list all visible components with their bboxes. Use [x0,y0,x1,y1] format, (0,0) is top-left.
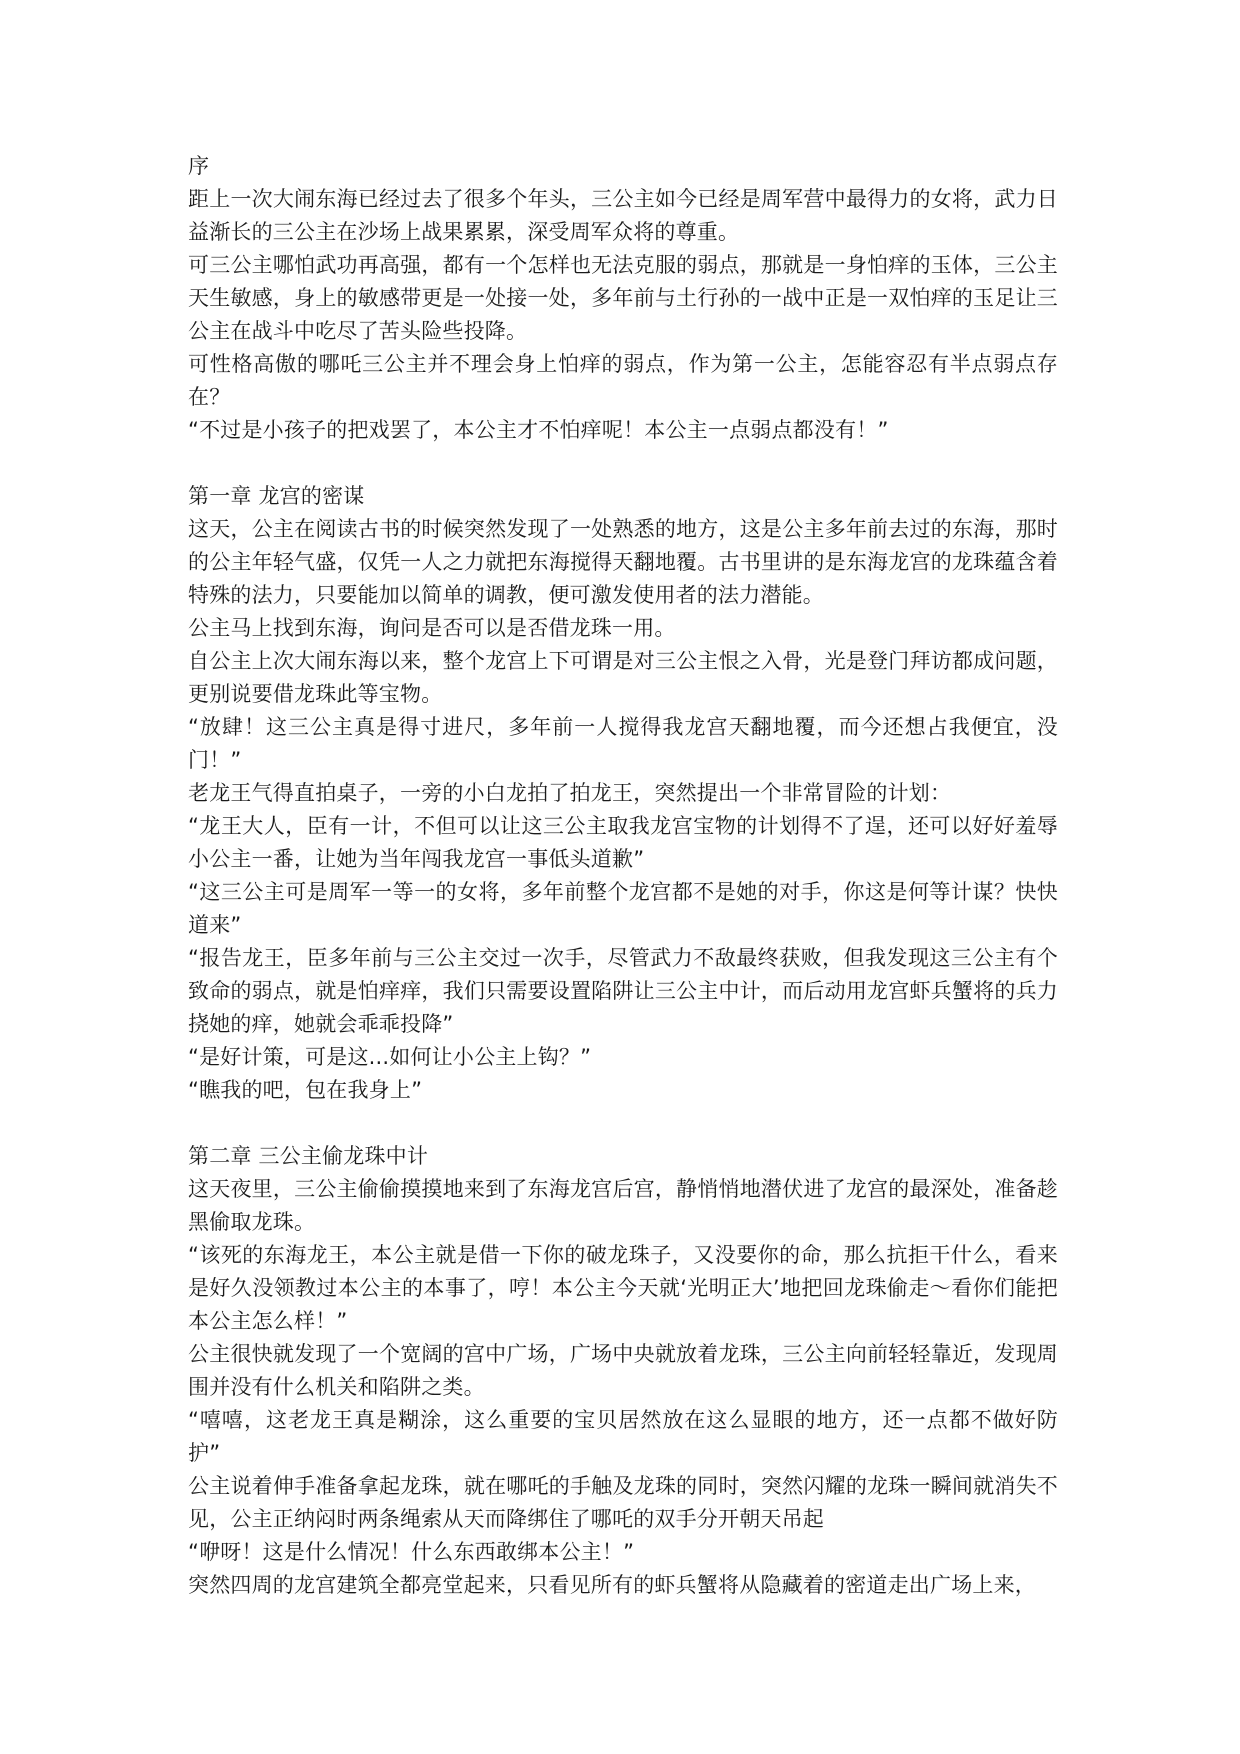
section-spacer [188,447,1058,480]
section-spacer [188,1107,1058,1140]
preface-paragraph: 距上一次大闹东海已经过去了很多个年头，三公主如今已经是周军营中最得力的女将，武力日益渐长的三公主在沙场上战果累累，深受周军众将的尊重。 [188,187,1058,244]
chapter1-paragraph: “瞧我的吧，包在我身上” [188,1078,423,1102]
chapter1-paragraph: “是好计策，可是这...如何让小公主上钩？” [188,1045,592,1069]
chapter2-paragraph: 公主说着伸手准备拿起龙珠，就在哪吒的手触及龙珠的同时，突然闪耀的龙珠一瞬间就消失不见，公主正纳闷时两条绳索从天而降绑住了哪吒的双手分开朝天吊起 [188,1474,1058,1531]
chapter1-paragraph: 这天，公主在阅读古书的时候突然发现了一处熟悉的地方，这是公主多年前去过的东海，那时的公主年轻气盛，仅凭一人之力就把东海搅得天翻地覆。古书里讲的是东海龙宫的龙珠蕴含着特殊的法力，只要能加以简单的调教，便可激发使用者的法力潜能。 [188,517,1058,607]
preface-paragraph: “不过是小孩子的把戏罢了，本公主才不怕痒呢！本公主一点弱点都没有！” [188,418,889,442]
chapter2-paragraph: 突然四周的龙宫建筑全都亮堂起来，只看见所有的虾兵蟹将从隐藏着的密道走出广场上来， [188,1573,1036,1597]
chapter2-paragraph: “咿呀！这是什么情况！什么东西敢绑本公主！” [188,1540,635,1564]
chapter2-title: 第二章 三公主偷龙珠中计 [188,1144,429,1168]
preface-title: 序 [188,154,210,178]
chapter2-paragraph: “嘻嘻，这老龙王真是糊涂，这么重要的宝贝居然放在这么显眼的地方，还一点都不做好防护” [188,1408,1058,1465]
chapter2-paragraph: 公主很快就发现了一个宽阔的宫中广场，广场中央就放着龙珠，三公主向前轻轻靠近，发现周围并没有什么机关和陷阱之类。 [188,1342,1058,1399]
chapter1-paragraph: 公主马上找到东海，询问是否可以是否借龙珠一用。 [188,616,676,640]
chapter1-paragraph: “报告龙王，臣多年前与三公主交过一次手，尽管武力不敌最终获败，但我发现这三公主有个致命的弱点，就是怕痒痒，我们只需要设置陷阱让三公主中计，而后动用龙宫虾兵蟹将的兵力挠她的痒，她就会乖乖投降” [188,946,1058,1036]
chapter1-paragraph: 自公主上次大闹东海以来，整个龙宫上下可谓是对三公主恨之入骨，光是登门拜访都成问题，更别说要借龙珠此等宝物。 [188,649,1058,706]
preface-paragraph: 可性格高傲的哪吒三公主并不理会身上怕痒的弱点，作为第一公主，怎能容忍有半点弱点存在？ [188,352,1058,409]
chapter1-paragraph: “这三公主可是周军一等一的女将，多年前整个龙宫都不是她的对手，你这是何等计谋？快快道来” [188,880,1058,937]
chapter2-paragraph: 这天夜里，三公主偷偷摸摸地来到了东海龙宫后宫，静悄悄地潜伏进了龙宫的最深处，准备趁黑偷取龙珠。 [188,1177,1058,1234]
chapter2-paragraph: “该死的东海龙王，本公主就是借一下你的破龙珠子，又没要你的命，那么抗拒干什么，看来是好久没领教过本公主的本事了，哼！本公主今天就‘光明正大’地把回龙珠偷走～看你们能把本公主怎么样！” [188,1243,1058,1333]
chapter1-paragraph: 老龙王气得直拍桌子，一旁的小白龙拍了拍龙王，突然提出一个非常冒险的计划： [188,781,952,805]
preface-paragraph: 可三公主哪怕武功再高强，都有一个怎样也无法克服的弱点，那就是一身怕痒的玉体，三公主天生敏感，身上的敏感带更是一处接一处，多年前与土行孙的一战中正是一双怕痒的玉足让三公主在战斗中吃尽了苦头险些投降。 [188,253,1058,343]
chapter1-paragraph: “放肆！这三公主真是得寸进尺，多年前一人搅得我龙宫天翻地覆，而今还想占我便宜，没门！” [188,715,1058,772]
chapter1-title: 第一章 龙宫的密谋 [188,484,365,508]
chapter1-paragraph: “龙王大人，臣有一计，不但可以让这三公主取我龙宫宝物的计划得不了逞，还可以好好羞辱小公主一番，让她为当年闯我龙宫一事低头道歉” [188,814,1058,871]
document-body [188,150,1058,1602]
